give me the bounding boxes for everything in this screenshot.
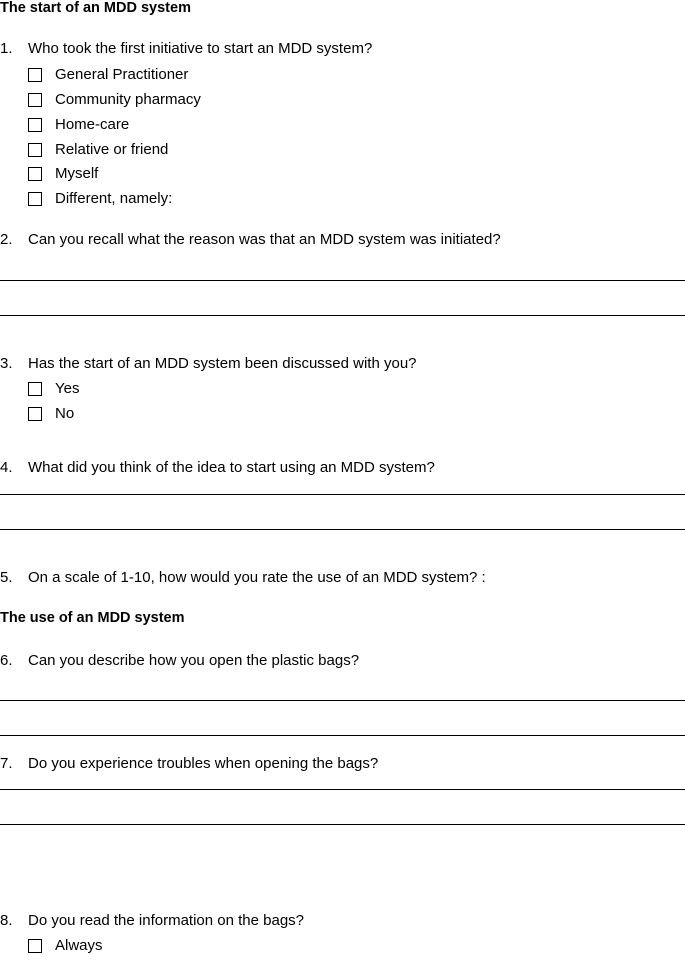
checkbox[interactable] bbox=[28, 68, 42, 82]
question-number: 3. bbox=[0, 355, 13, 372]
section-heading-use: The use of an MDD system bbox=[0, 610, 185, 626]
answer-line[interactable] bbox=[0, 315, 685, 316]
checkbox[interactable] bbox=[28, 382, 42, 396]
question-number: 8. bbox=[0, 912, 13, 929]
answer-line[interactable] bbox=[0, 735, 685, 736]
question-number: 4. bbox=[0, 459, 13, 476]
option-label: Always bbox=[55, 937, 103, 954]
option-label: Relative or friend bbox=[55, 141, 169, 158]
option-label: General Practitioner bbox=[55, 66, 189, 83]
question-text: Do you read the information on the bags? bbox=[28, 912, 305, 929]
checkbox[interactable] bbox=[28, 118, 42, 132]
checkbox[interactable] bbox=[28, 143, 42, 157]
answer-line[interactable] bbox=[0, 529, 685, 530]
question-text: Has the start of an MDD system been discussed with you? bbox=[28, 355, 417, 372]
answer-line[interactable] bbox=[0, 824, 685, 825]
question-number: 5. bbox=[0, 569, 13, 586]
answer-line[interactable] bbox=[0, 280, 685, 281]
question-text: Can you recall what the reason was that an MDD system was initiated? bbox=[28, 231, 501, 248]
checkbox[interactable] bbox=[28, 939, 42, 953]
question-number: 6. bbox=[0, 652, 13, 669]
option-label: Home-care bbox=[55, 116, 130, 133]
answer-line[interactable] bbox=[0, 494, 685, 495]
option-label: No bbox=[55, 405, 75, 422]
option-label: Myself bbox=[55, 165, 99, 182]
question-text: Do you experience troubles when opening the bags? bbox=[28, 755, 379, 772]
question-number: 1. bbox=[0, 40, 13, 57]
answer-line[interactable] bbox=[0, 789, 685, 790]
checkbox[interactable] bbox=[28, 167, 42, 181]
question-text: Can you describe how you open the plastic bags? bbox=[28, 652, 360, 669]
checkbox[interactable] bbox=[28, 407, 42, 421]
question-text: On a scale of 1-10, how would you rate the use of an MDD system? : bbox=[28, 569, 486, 586]
checkbox[interactable] bbox=[28, 93, 42, 107]
answer-line[interactable] bbox=[0, 700, 685, 701]
question-text: What did you think of the idea to start using an MDD system? bbox=[28, 459, 435, 476]
question-number: 2. bbox=[0, 231, 13, 248]
section-heading-start: The start of an MDD system bbox=[0, 0, 191, 16]
question-text: Who took the first initiative to start an MDD system? bbox=[28, 40, 373, 57]
option-label: Yes bbox=[55, 380, 80, 397]
checkbox[interactable] bbox=[28, 192, 42, 206]
option-label: Community pharmacy bbox=[55, 91, 201, 108]
option-label: Different, namely: bbox=[55, 190, 173, 207]
question-number: 7. bbox=[0, 755, 13, 772]
